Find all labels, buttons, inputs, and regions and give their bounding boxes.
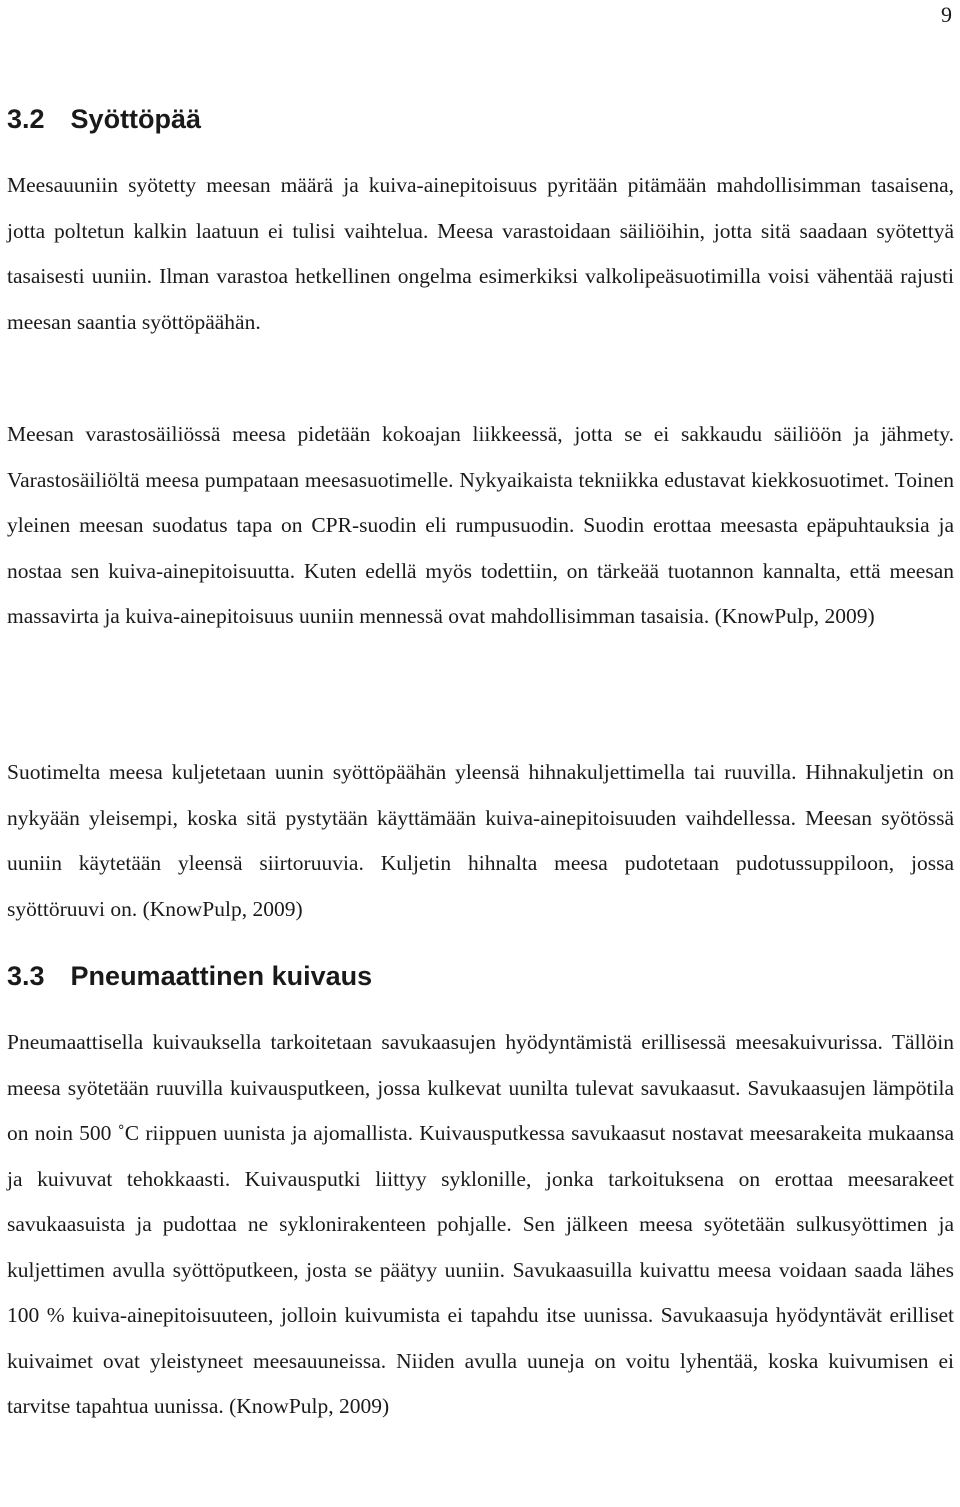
paragraph-syottopaa-3: Suotimelta meesa kuljetetaan uunin syöttöpäähän yleensä hihnakuljettimella tai ruuvilla. Hihnakuljetin on nykyään yleisempi, koska sitä pystytään käyttämään kuiva-ainepitoisuuden vaihdellessa. Meesan syötössä uuniin käytetään yleensä siirtoruuvia. Kuljetin hihnalta meesa pudotetaan pudotussuppiloon, jossa syöttöruuvi on. (KnowPulp, 2009) (7, 760, 954, 921)
section-heading-3-2 (7, 104, 201, 135)
section-number: 3.3 (7, 961, 45, 991)
section-title: Pneumaattinen kuivaus (70, 961, 373, 991)
section-title: Syöttöpää (70, 104, 202, 134)
paragraph-syottopaa-2: Meesan varastosäiliössä meesa pidetään kokoajan liikkeessä, jotta se ei sakkaudu säiliöön ja jähmety. Varastosäiliöltä meesa pumpataan meesasuotimelle. Nykyaikaista tekniikka edustavat kiekkosuotimet. Toinen yleinen meesan suodatus tapa on CPR-suodin eli rumpusuodin. Suodin erottaa meesasta epäpuhtauksia ja nostaa sen kuiva-ainepitoisuutta. Kuten edellä myös todettiin, on tärkeää tuotannon kannalta, että meesan massavirta ja kuiva-ainepitoisuus uuniin mennessä ovat mahdollisimman tasaisia. (KnowPulp, 2009) (7, 422, 954, 628)
section-number: 3.2 (7, 104, 45, 134)
paragraph-syottopaa-1: Meesauuniin syötetty meesan määrä ja kuiva-ainepitoisuus pyritään pitämään mahdollisimman tasaisena, jotta poltetun kalkin laatuun ei tulisi vaihtelua. Meesa varastoidaan säiliöihin, jotta sitä saadaan syötettyä tasaisesti uuniin. Ilman varastoa hetkellinen ongelma esimerkiksi valkolipeäsuotimilla voisi vähentää rajusti meesan saantia syöttöpäähän. (7, 173, 954, 334)
page-number: 9 (941, 2, 952, 27)
paragraph-pneumaattinen-1: Pneumaattisella kuivauksella tarkoitetaan savukaasujen hyödyntämistä erillisessä meesakuivurissa. Tällöin meesa syötetään ruuvilla kuivausputkeen, jossa kulkevat uunilta tulevat savukaasut. Savukaasujen lämpötila on noin 500 ˚C riippuen uunista ja ajomallista. Kuivausputkessa savukaasut nostavat meesarakeita mukaansa ja kuivuvat tehokkaasti. Kuivausputki liittyy syklonille, jonka tarkoituksena on erottaa meesarakeet savukaasuista ja pudottaa ne syklonirakenteen pohjalle. Sen jälkeen meesa syötetään sulkusyöttimen ja kuljettimen avulla syöttöputkeen, josta se päätyy uuniin. Savukaasuilla kuivattu meesa voidaan saada lähes 100 % kuiva-ainepitoisuuteen, jolloin kuivumista ei tapahdu itse uunissa. Savukaasuja hyödyntävät erilliset kuivaimet ovat yleistyneet meesauuneissa. Niiden avulla uuneja on voitu lyhentää, koska kuivumisen ei tarvitse tapahtua uunissa. (KnowPulp, 2009) (7, 1030, 954, 1418)
section-heading-3-3 (7, 961, 372, 992)
